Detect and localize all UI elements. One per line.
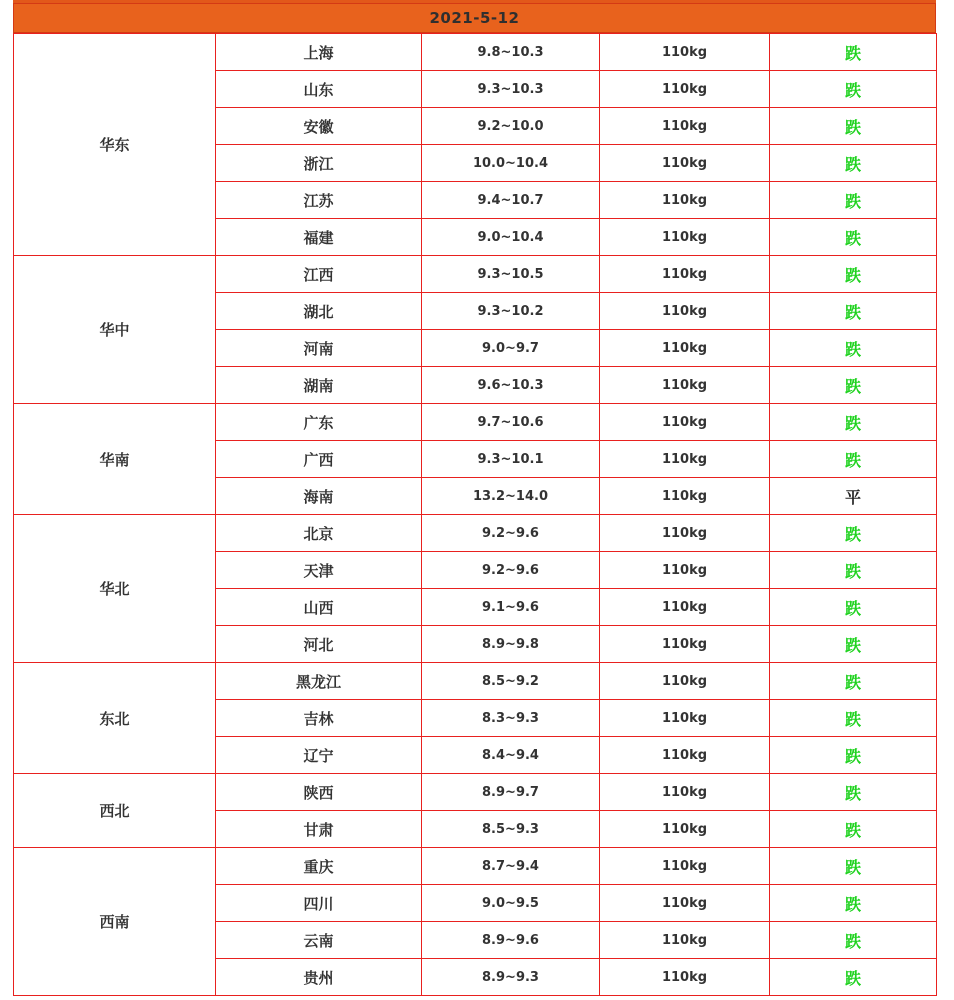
weight-cell: 110kg bbox=[600, 848, 770, 885]
trend-cell: 平 bbox=[770, 478, 937, 515]
price-range-cell: 8.3~9.3 bbox=[422, 700, 600, 737]
trend-cell: 跌 bbox=[770, 848, 937, 885]
weight-cell: 110kg bbox=[600, 34, 770, 71]
trend-cell: 跌 bbox=[770, 959, 937, 996]
trend-cell: 跌 bbox=[770, 626, 937, 663]
price-range-cell: 9.7~10.6 bbox=[422, 404, 600, 441]
trend-cell: 跌 bbox=[770, 108, 937, 145]
price-table-container bbox=[13, 0, 936, 996]
trend-cell: 跌 bbox=[770, 404, 937, 441]
province-cell: 海南 bbox=[216, 478, 422, 515]
province-cell: 广西 bbox=[216, 441, 422, 478]
price-range-cell: 9.8~10.3 bbox=[422, 34, 600, 71]
trend-cell: 跌 bbox=[770, 922, 937, 959]
weight-cell: 110kg bbox=[600, 885, 770, 922]
price-range-cell: 9.0~9.5 bbox=[422, 885, 600, 922]
province-cell: 吉林 bbox=[216, 700, 422, 737]
weight-cell: 110kg bbox=[600, 71, 770, 108]
weight-cell: 110kg bbox=[600, 256, 770, 293]
region-cell: 西南 bbox=[14, 848, 216, 996]
price-range-cell: 9.6~10.3 bbox=[422, 367, 600, 404]
province-cell: 湖南 bbox=[216, 367, 422, 404]
trend-cell: 跌 bbox=[770, 885, 937, 922]
trend-cell: 跌 bbox=[770, 811, 937, 848]
table-row bbox=[14, 404, 937, 441]
price-range-cell: 9.2~9.6 bbox=[422, 515, 600, 552]
province-cell: 江西 bbox=[216, 256, 422, 293]
province-cell: 安徽 bbox=[216, 108, 422, 145]
weight-cell: 110kg bbox=[600, 700, 770, 737]
province-cell: 北京 bbox=[216, 515, 422, 552]
price-range-cell: 10.0~10.4 bbox=[422, 145, 600, 182]
weight-cell: 110kg bbox=[600, 293, 770, 330]
trend-cell: 跌 bbox=[770, 71, 937, 108]
price-range-cell: 8.7~9.4 bbox=[422, 848, 600, 885]
region-cell: 华东 bbox=[14, 34, 216, 256]
price-range-cell: 9.3~10.5 bbox=[422, 256, 600, 293]
weight-cell: 110kg bbox=[600, 145, 770, 182]
province-cell: 广东 bbox=[216, 404, 422, 441]
trend-cell: 跌 bbox=[770, 182, 937, 219]
province-cell: 四川 bbox=[216, 885, 422, 922]
price-range-cell: 8.5~9.3 bbox=[422, 811, 600, 848]
price-range-cell: 9.3~10.1 bbox=[422, 441, 600, 478]
weight-cell: 110kg bbox=[600, 774, 770, 811]
table-row bbox=[14, 256, 937, 293]
province-cell: 云南 bbox=[216, 922, 422, 959]
weight-cell: 110kg bbox=[600, 922, 770, 959]
trend-cell: 跌 bbox=[770, 441, 937, 478]
trend-cell: 跌 bbox=[770, 293, 937, 330]
table-row bbox=[14, 34, 937, 71]
weight-cell: 110kg bbox=[600, 626, 770, 663]
province-cell: 福建 bbox=[216, 219, 422, 256]
price-range-cell: 9.3~10.3 bbox=[422, 71, 600, 108]
table-row bbox=[14, 848, 937, 885]
region-cell: 华北 bbox=[14, 515, 216, 663]
province-cell: 甘肃 bbox=[216, 811, 422, 848]
trend-cell: 跌 bbox=[770, 589, 937, 626]
price-range-cell: 8.9~9.8 bbox=[422, 626, 600, 663]
province-cell: 上海 bbox=[216, 34, 422, 71]
trend-cell: 跌 bbox=[770, 367, 937, 404]
price-range-cell: 9.1~9.6 bbox=[422, 589, 600, 626]
price-table-body bbox=[14, 34, 937, 996]
province-cell: 河北 bbox=[216, 626, 422, 663]
weight-cell: 110kg bbox=[600, 219, 770, 256]
weight-cell: 110kg bbox=[600, 367, 770, 404]
province-cell: 河南 bbox=[216, 330, 422, 367]
trend-cell: 跌 bbox=[770, 330, 937, 367]
weight-cell: 110kg bbox=[600, 959, 770, 996]
province-cell: 山西 bbox=[216, 589, 422, 626]
trend-cell: 跌 bbox=[770, 256, 937, 293]
price-range-cell: 8.4~9.4 bbox=[422, 737, 600, 774]
price-range-cell: 8.9~9.7 bbox=[422, 774, 600, 811]
weight-cell: 110kg bbox=[600, 478, 770, 515]
trend-cell: 跌 bbox=[770, 663, 937, 700]
date-header: 2021-5-12 bbox=[13, 3, 936, 33]
province-cell: 天津 bbox=[216, 552, 422, 589]
trend-cell: 跌 bbox=[770, 700, 937, 737]
price-table bbox=[13, 33, 937, 996]
province-cell: 湖北 bbox=[216, 293, 422, 330]
province-cell: 浙江 bbox=[216, 145, 422, 182]
trend-cell: 跌 bbox=[770, 737, 937, 774]
province-cell: 重庆 bbox=[216, 848, 422, 885]
price-range-cell: 8.9~9.6 bbox=[422, 922, 600, 959]
province-cell: 黑龙江 bbox=[216, 663, 422, 700]
price-range-cell: 9.2~9.6 bbox=[422, 552, 600, 589]
province-cell: 山东 bbox=[216, 71, 422, 108]
weight-cell: 110kg bbox=[600, 404, 770, 441]
table-row bbox=[14, 515, 937, 552]
price-range-cell: 9.4~10.7 bbox=[422, 182, 600, 219]
province-cell: 江苏 bbox=[216, 182, 422, 219]
province-cell: 辽宁 bbox=[216, 737, 422, 774]
weight-cell: 110kg bbox=[600, 589, 770, 626]
price-range-cell: 9.3~10.2 bbox=[422, 293, 600, 330]
weight-cell: 110kg bbox=[600, 108, 770, 145]
weight-cell: 110kg bbox=[600, 811, 770, 848]
price-range-cell: 9.2~10.0 bbox=[422, 108, 600, 145]
price-range-cell: 13.2~14.0 bbox=[422, 478, 600, 515]
weight-cell: 110kg bbox=[600, 552, 770, 589]
province-cell: 陕西 bbox=[216, 774, 422, 811]
region-cell: 西北 bbox=[14, 774, 216, 848]
weight-cell: 110kg bbox=[600, 441, 770, 478]
weight-cell: 110kg bbox=[600, 515, 770, 552]
trend-cell: 跌 bbox=[770, 515, 937, 552]
weight-cell: 110kg bbox=[600, 182, 770, 219]
trend-cell: 跌 bbox=[770, 145, 937, 182]
trend-cell: 跌 bbox=[770, 774, 937, 811]
region-cell: 华南 bbox=[14, 404, 216, 515]
trend-cell: 跌 bbox=[770, 552, 937, 589]
price-range-cell: 8.9~9.3 bbox=[422, 959, 600, 996]
price-range-cell: 9.0~10.4 bbox=[422, 219, 600, 256]
table-row bbox=[14, 774, 937, 811]
region-cell: 东北 bbox=[14, 663, 216, 774]
trend-cell: 跌 bbox=[770, 219, 937, 256]
region-cell: 华中 bbox=[14, 256, 216, 404]
table-row bbox=[14, 663, 937, 700]
price-range-cell: 8.5~9.2 bbox=[422, 663, 600, 700]
weight-cell: 110kg bbox=[600, 330, 770, 367]
province-cell: 贵州 bbox=[216, 959, 422, 996]
trend-cell: 跌 bbox=[770, 34, 937, 71]
weight-cell: 110kg bbox=[600, 737, 770, 774]
price-range-cell: 9.0~9.7 bbox=[422, 330, 600, 367]
weight-cell: 110kg bbox=[600, 663, 770, 700]
